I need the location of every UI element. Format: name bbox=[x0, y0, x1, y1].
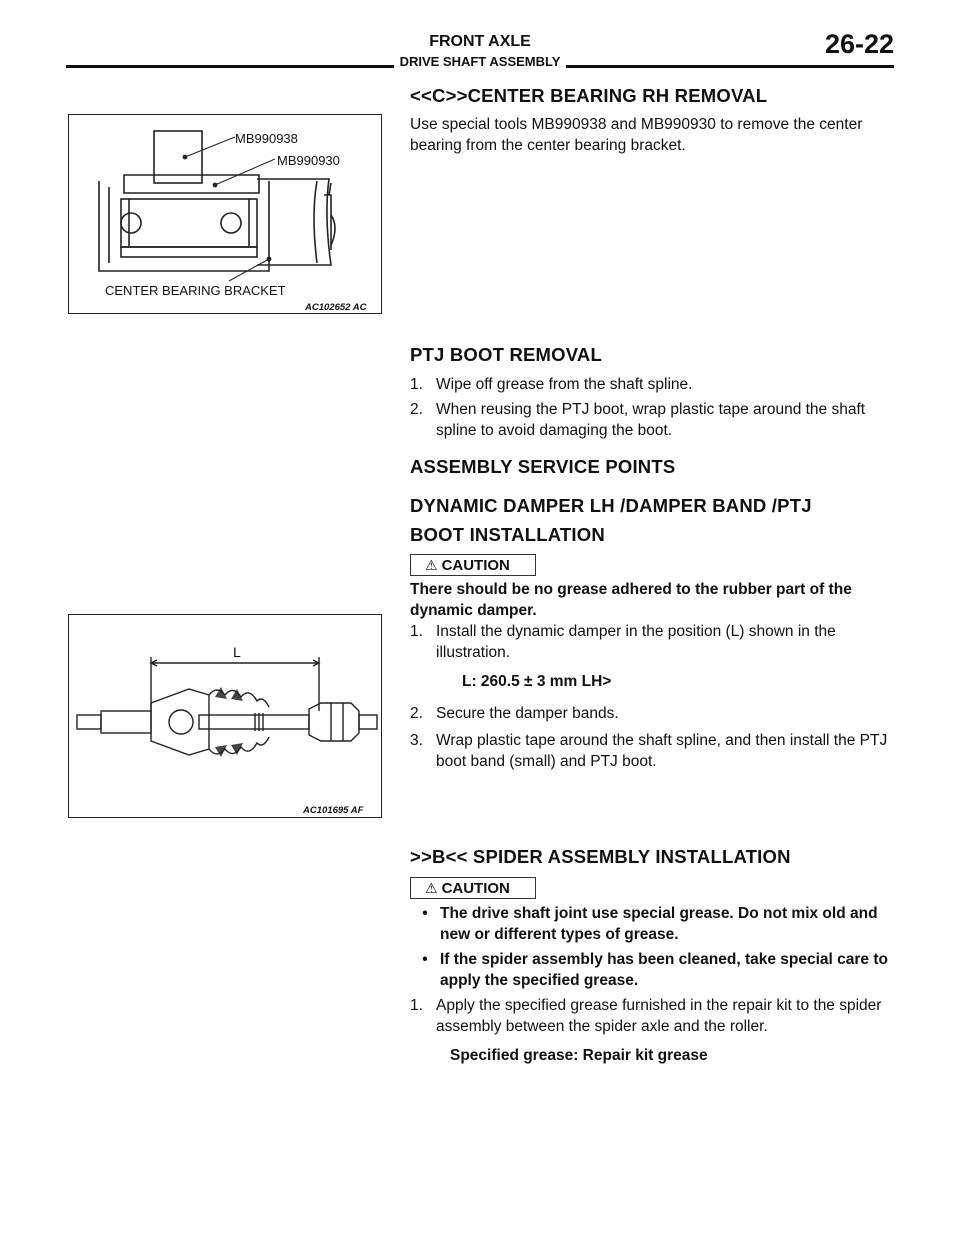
step-number: 2. bbox=[410, 705, 423, 722]
figure-dynamic-damper bbox=[68, 614, 382, 818]
heading-spider: >>B<< SPIDER ASSEMBLY INSTALLATION bbox=[410, 846, 791, 867]
bullet-icon: • bbox=[422, 905, 428, 922]
section-spider bbox=[410, 846, 900, 1065]
bullet-text: If the spider assembly has been cleaned, take special care to apply the specified grease. bbox=[440, 951, 888, 989]
figure-code: AC101695 AF bbox=[303, 805, 364, 816]
section-center-bearing bbox=[410, 85, 900, 156]
list-item bbox=[410, 374, 900, 395]
heading-center-bearing: <<C>>CENTER BEARING RH REMOVAL bbox=[410, 85, 768, 106]
caution-text: There should be no grease adhered to the rubber part of the dynamic damper. bbox=[410, 581, 852, 619]
list-item bbox=[410, 995, 900, 1037]
list-item bbox=[410, 703, 900, 724]
section-damper bbox=[410, 489, 900, 772]
step-number: 2. bbox=[410, 401, 423, 418]
caution-label: CAUTION bbox=[441, 557, 510, 574]
section-assembly bbox=[410, 456, 900, 478]
step-text: Wipe off grease from the shaft spline. bbox=[436, 376, 693, 393]
step-number: 3. bbox=[410, 732, 423, 749]
header-subtitle-text: DRIVE SHAFT ASSEMBLY bbox=[394, 54, 567, 69]
step-text: Install the dynamic damper in the position (L) shown in the illustration. bbox=[436, 623, 836, 661]
figure-center-bearing bbox=[68, 114, 382, 314]
heading-damper-line1: DYNAMIC DAMPER LH /DAMPER BAND /PTJ bbox=[410, 495, 812, 516]
warning-icon: ⚠ bbox=[425, 557, 438, 573]
step-text: Wrap plastic tape around the shaft spline, and then install the PTJ boot band (small) and PTJ boot. bbox=[436, 732, 888, 770]
list-item bbox=[410, 903, 900, 945]
list-item bbox=[410, 949, 900, 991]
label-l: L bbox=[233, 644, 241, 660]
header-subtitle bbox=[0, 54, 960, 69]
label-mb990930: MB990930 bbox=[277, 153, 340, 168]
warning-icon: ⚠ bbox=[425, 880, 438, 896]
label-mb990938: MB990938 bbox=[235, 131, 298, 146]
list-item bbox=[410, 730, 900, 772]
step-number: 1. bbox=[410, 376, 423, 393]
step-text: Apply the specified grease furnished in the repair kit to the spider assembly between the spider axle and the roller. bbox=[436, 997, 882, 1035]
figure-code: AC102652 AC bbox=[305, 302, 367, 313]
heading-ptj-boot-removal: PTJ BOOT REMOVAL bbox=[410, 344, 602, 365]
caution-label: CAUTION bbox=[441, 880, 510, 897]
step-text: When reusing the PTJ boot, wrap plastic tape around the shaft spline to avoid damaging the boot. bbox=[436, 401, 866, 439]
step-number: 1. bbox=[410, 623, 423, 640]
list-item bbox=[410, 621, 900, 663]
damper-spec: L: 260.5 ± 3 mm LH> bbox=[462, 673, 612, 690]
heading-assembly: ASSEMBLY SERVICE POINTS bbox=[410, 456, 676, 477]
heading-damper-line2: BOOT INSTALLATION bbox=[410, 524, 605, 545]
bullet-icon: • bbox=[422, 951, 428, 968]
page-number: 26-22 bbox=[824, 29, 894, 59]
step-text: Secure the damper bands. bbox=[436, 705, 619, 722]
list-item bbox=[410, 399, 900, 441]
section-ptj-boot-removal bbox=[410, 344, 900, 441]
figure-dynamic-damper-drawing bbox=[69, 615, 381, 817]
caution-badge bbox=[410, 877, 536, 899]
label-center-bearing-bracket: CENTER BEARING BRACKET bbox=[105, 283, 286, 298]
figure-center-bearing-drawing bbox=[69, 115, 381, 313]
spider-spec: Specified grease: Repair kit grease bbox=[450, 1047, 708, 1064]
caution-badge bbox=[410, 554, 536, 576]
header-title: FRONT AXLE bbox=[429, 33, 531, 50]
bullet-text: The drive shaft joint use special grease. Do not mix old and new or different types of grease. bbox=[440, 905, 878, 943]
center-bearing-body: Use special tools MB990938 and MB990930 to remove the center bearing from the center bearing bracket. bbox=[410, 116, 863, 154]
step-number: 1. bbox=[410, 997, 423, 1014]
